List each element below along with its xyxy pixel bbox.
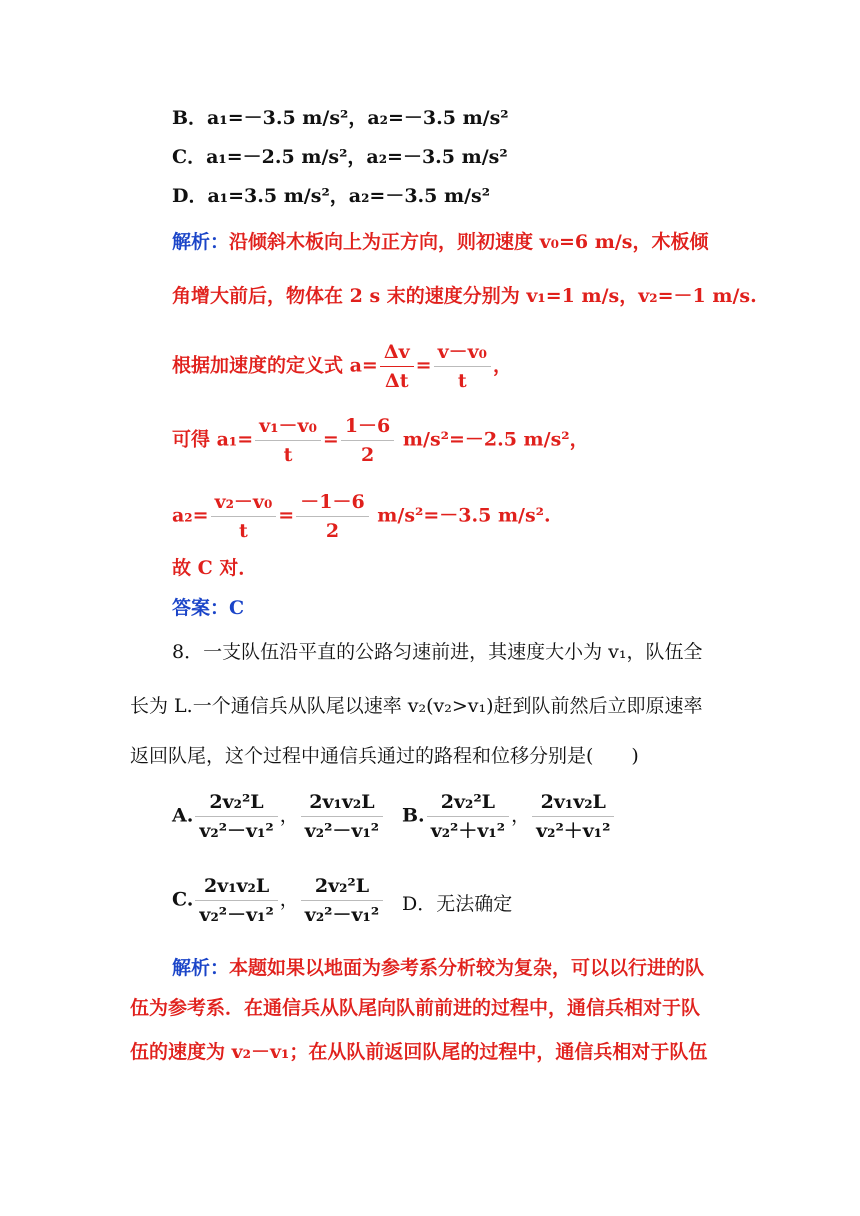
frac-a1-numeric: $\frac{1-6}{2}$	[341, 414, 394, 467]
option-a-frac2: $\frac{\text{2v₁v₂L}}{\text{v₂²－v₁²}}$	[301, 790, 383, 843]
frac-dv-dt: $\frac{\Delta v}{\Delta t}$	[380, 340, 414, 393]
option-c-prev: C．a₁=－2.5 m/s²，a₂=－3.5 m/s²	[172, 146, 508, 168]
frac-a1-symbolic: $\frac{\text{v₁－v₀}}{t}$	[255, 414, 321, 467]
analysis7-line2: 角增大前后，物体在 2 s 末的速度分别为 v₁=1 m/s，v₂=－1 m/s.	[172, 285, 757, 307]
analysis8-line3: 伍的速度为 v₂－v₁；在从队前返回队尾的过程中，通信兵相对于队伍	[130, 1041, 708, 1063]
option-c-frac2: $\frac{\text{2v₂²L}}{\text{v₂²－v₁²}}$	[301, 874, 383, 927]
option-b-frac2: $\frac{\text{2v₁v₂L}}{\text{v₂²＋v₁²}}$	[532, 790, 614, 843]
q8-option-c: C. $\frac{\text{2v₁v₂L}}{\text{v₂²－v₁²}}$ ， $\frac{\text{2v₂²L}}{\text{v₂²－v₁²}}$	[172, 874, 385, 927]
a1-calc: 可得 a₁= $\frac{\text{v₁－v₀}}{t}$ = $\frac{1-6}{2}$ m/s²=－2.5 m/s²，	[172, 415, 589, 466]
analysis-label: 解析：	[172, 231, 230, 253]
frac-a2-symbolic: $\frac{\text{v₂－v₀}}{t}$	[211, 490, 277, 543]
conclusion7: 故 C 对．	[172, 557, 258, 579]
def-prefix: 根据加速度的定义式 a=	[172, 354, 378, 377]
accel-definition: 根据加速度的定义式 a= $\frac{\Delta v}{\Delta t}$ = $\frac{\text{v－v₀}}{t}$ ，	[172, 341, 512, 392]
frac-a2-numeric: $\frac{-1-6}{2}$	[296, 490, 368, 543]
analysis8-line1: 解析：本题如果以地面为参考系分析较为复杂，可以以行进的队	[172, 957, 705, 979]
option-c-frac1: $\frac{\text{2v₁v₂L}}{\text{v₂²－v₁²}}$	[195, 874, 277, 927]
option-d-prev: D．a₁=3.5 m/s²，a₂=－3.5 m/s²	[172, 185, 491, 207]
q8-option-b: B. $\frac{\text{2v₂²L}}{\text{v₂²＋v₁²}}$ ， $\frac{\text{2v₁v₂L}}{\text{v₂²＋v₁²}}$	[402, 790, 616, 843]
frac-v-v0-t: $\frac{\text{v－v₀}}{t}$	[434, 340, 491, 393]
analysis8-line2: 伍为参考系．在通信兵从队尾向队前前进的过程中，通信兵相对于队	[130, 997, 701, 1019]
analysis7-text1: 沿倾斜木板向上为正方向，则初速度 v₀=6 m/s，木板倾	[229, 231, 709, 253]
answer7-value: C	[229, 597, 245, 619]
answer7: 答案：C	[172, 597, 245, 619]
a2-calc: a₂= $\frac{\text{v₂－v₀}}{t}$ = $\frac{-1-6}{2}$ m/s²=－3.5 m/s².	[172, 491, 551, 542]
q8-line2: 长为 L.一个通信兵从队尾以速率 v₂(v₂>v₁)赶到队前然后立即原速率	[130, 695, 703, 717]
analysis7-line1	[172, 230, 709, 254]
option-a-frac1: $\frac{\text{2v₂²L}}{\text{v₂²－v₁²}}$	[195, 790, 277, 843]
option-b-prev: B．a₁=－3.5 m/s²，a₂=－3.5 m/s²	[172, 107, 509, 129]
option-b-frac1: $\frac{\text{2v₂²L}}{\text{v₂²＋v₁²}}$	[427, 790, 509, 843]
q8-option-d: D．无法确定	[402, 893, 513, 915]
q8-line1: 8．一支队伍沿平直的公路匀速前进，其速度大小为 v₁，队伍全	[172, 641, 703, 663]
q8-option-a: A. $\frac{\text{2v₂²L}}{\text{v₂²－v₁²}}$ ， $\frac{\text{2v₁v₂L}}{\text{v₂²－v₁²}}$	[172, 790, 385, 843]
q8-line3: 返回队尾，这个过程中通信兵通过的路程和位移分别是( )	[130, 745, 639, 767]
